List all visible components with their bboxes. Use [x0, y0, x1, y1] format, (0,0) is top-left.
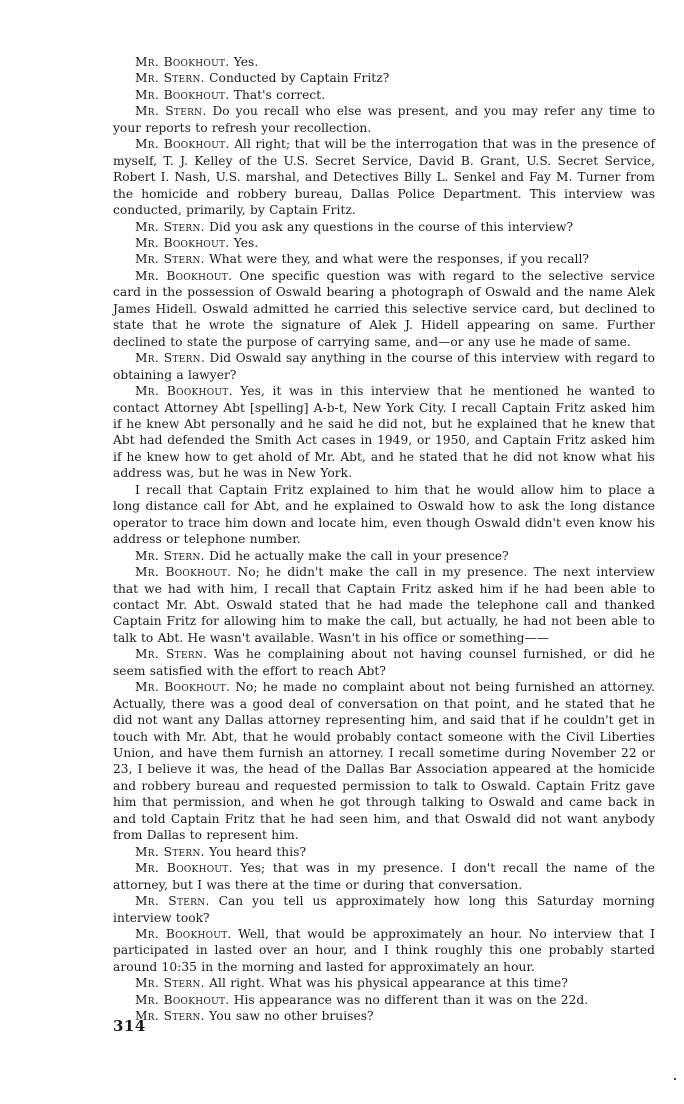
- paragraph: [113, 103, 655, 136]
- paragraph-text: His appearance was no different than it was on the 22d.: [229, 992, 589, 1007]
- scan-speck: [674, 1078, 676, 1080]
- speaker-label: Mr. Stern.: [135, 647, 208, 662]
- paragraph-text: All right. What was his physical appearance at this time?: [204, 976, 568, 991]
- speaker-label: Mr. Bookhout.: [135, 861, 233, 876]
- paragraph: [113, 350, 655, 383]
- paragraph-text: You heard this?: [204, 844, 307, 859]
- paragraph-text: Yes, it was in this interview that he mentioned he wanted to contact Attorney Abt [spelling] A-b-t, New York City. I recall Captain Fritz asked him if he knew Abt personally and he said he did not, but he explained that he knew that Abt had defended the Smith Act cases in 1949, or 1950, and Captain Fritz asked him if he knew how to get ahold of Mr. Abt, and he stated that he did not know what his address was, but he was in New York.: [113, 384, 655, 481]
- paragraph-text: Yes.: [229, 235, 259, 250]
- speaker-label: Mr. Stern.: [135, 1009, 205, 1024]
- speaker-label: Mr. Bookhout.: [135, 235, 230, 250]
- paragraph: [113, 992, 655, 1008]
- speaker-label: Mr. Bookhout.: [135, 565, 232, 580]
- paragraph-text: Conducted by Captain Fritz?: [204, 71, 390, 86]
- paragraph: [113, 268, 655, 350]
- speaker-label: Mr. Bookhout.: [135, 137, 230, 152]
- paragraph: [113, 564, 655, 646]
- paragraph: [113, 54, 655, 70]
- paragraph: [113, 87, 655, 103]
- paragraph: [113, 975, 655, 991]
- speaker-label: Mr. Stern.: [135, 548, 205, 563]
- speaker-label: Mr. Stern.: [135, 894, 210, 909]
- speaker-label: Mr. Stern.: [135, 976, 205, 991]
- speaker-label: Mr. Bookhout.: [135, 927, 232, 942]
- paragraph-text: Was he complaining about not having counsel furnished, or did he seem satisfied with the effort to reach Abt?: [113, 647, 655, 678]
- paragraph: [113, 926, 655, 975]
- paragraph: [113, 1008, 655, 1024]
- page-number: 314: [113, 1017, 146, 1035]
- paragraph-text: All right; that will be the interrogation that was in the presence of myself, T. J. Kelley of the U.S. Secret Service, David B. Grant, U.S. Secret Service, Robert I. Nash, U.S. marshal, and Detectives Billy L. Senkel and Fay M. Turner from the homicide and robbery bureau, Dallas Police Department. This interview was conducted, primarily, by Captain Fritz.: [113, 137, 655, 218]
- paragraph: [113, 136, 655, 218]
- paragraph-text: Yes.: [229, 55, 259, 69]
- speaker-label: Mr. Stern.: [135, 252, 205, 267]
- paragraph: [113, 70, 655, 86]
- speaker-label: Mr. Bookhout.: [135, 268, 233, 283]
- paragraph-text: What were they, and what were the responses, if you recall?: [204, 252, 590, 267]
- paragraph-text: Did Oswald say anything in the course of this interview with regard to obtaining a lawyer?: [113, 351, 655, 382]
- paragraph-text: Can you tell us approximately how long this Saturday morning interview took?: [113, 894, 655, 925]
- speaker-label: Mr. Bookhout.: [135, 87, 230, 102]
- paragraph: [113, 235, 655, 251]
- paragraph: [113, 219, 655, 235]
- speaker-label: Mr. Stern.: [135, 104, 207, 119]
- speaker-label: Mr. Stern.: [135, 351, 206, 366]
- paragraph: [113, 860, 655, 893]
- paragraph-text: Well, that would be approximately an hour. No interview that I participated in lasted over an hour, and I think roughly this one probably started around 10:35 in the morning and lasted for approximately an hour.: [113, 927, 655, 974]
- paragraph-text: Did he actually make the call in your presence?: [204, 548, 509, 563]
- paragraph-text: I recall that Captain Fritz explained to him that he would allow him to place a long distance call for Abt, and he explained to Oswald how to ask the long distance operator to trace him down and locate him, even though Oswald didn't even know his address or telephone number.: [113, 482, 655, 547]
- speaker-label: Mr. Stern.: [135, 71, 205, 86]
- speaker-label: Mr. Stern.: [135, 844, 205, 859]
- paragraph-text: You saw no other bruises?: [204, 1009, 374, 1024]
- speaker-label: Mr. Bookhout.: [135, 680, 231, 695]
- paragraph: [113, 679, 655, 844]
- paragraph: [113, 251, 655, 267]
- document-page: [113, 54, 655, 1025]
- paragraph-text: Do you recall who else was present, and you may refer any time to your reports to refresh your recollection.: [113, 104, 655, 135]
- paragraph: [113, 548, 655, 564]
- paragraph-text: That's correct.: [229, 87, 326, 102]
- paragraph: [113, 844, 655, 860]
- paragraph: [113, 893, 655, 926]
- speaker-label: Mr. Bookhout.: [135, 55, 230, 69]
- paragraph: [113, 646, 655, 679]
- paragraph: [113, 383, 655, 482]
- paragraph-text: One specific question was with regard to the selective service card in the possession of Oswald bearing a photograph of Oswald and the name Alek James Hidell. Oswald admitted he carried this selective service card, but declined to state that he wrote the signature of Alek J. Hidell appearing on same. Further declined to state the purpose of carrying same, and—or any use he made of same.: [113, 268, 655, 349]
- paragraph-text: Yes; that was in my presence. I don't recall the name of the attorney, but I was there at the time or during that conversation.: [113, 861, 655, 892]
- paragraph-text: No; he made no complaint about not being furnished an attorney. Actually, there was a good deal of conversation on that point, and he stated that he did not want any Dallas attorney representing him, and said that if he couldn't get in touch with Mr. Abt, that he would probably contact someone with the Civil Liberties Union, and have them furnish an attorney. I recall sometime during November 22 or 23, I believe it was, the head of the Dallas Bar Association appeared at the homicide and robbery bureau and requested permission to talk to Oswald. Captain Fritz gave him that permission, and when he got through talking to Oswald and came back in and told Captain Fritz that he had seen him, and that Oswald did not want anybody from Dallas to represent him.: [113, 680, 655, 843]
- speaker-label: Mr. Bookhout.: [135, 992, 230, 1007]
- paragraph-text: No; he didn't make the call in my presence. The next interview that we had with him, I recall that Captain Fritz asked him if he had been able to contact Mr. Abt. Oswald stated that he had made the telephone call and thanked Captain Fritz for allowing him to make the call, but actually, he had not been able to talk to Abt. He wasn't available. Wasn't in his office or something——: [113, 565, 655, 645]
- paragraph-text: Did you ask any questions in the course of this interview?: [204, 219, 574, 234]
- paragraph: [113, 482, 655, 548]
- speaker-label: Mr. Bookhout.: [135, 384, 233, 399]
- speaker-label: Mr. Stern.: [135, 219, 205, 234]
